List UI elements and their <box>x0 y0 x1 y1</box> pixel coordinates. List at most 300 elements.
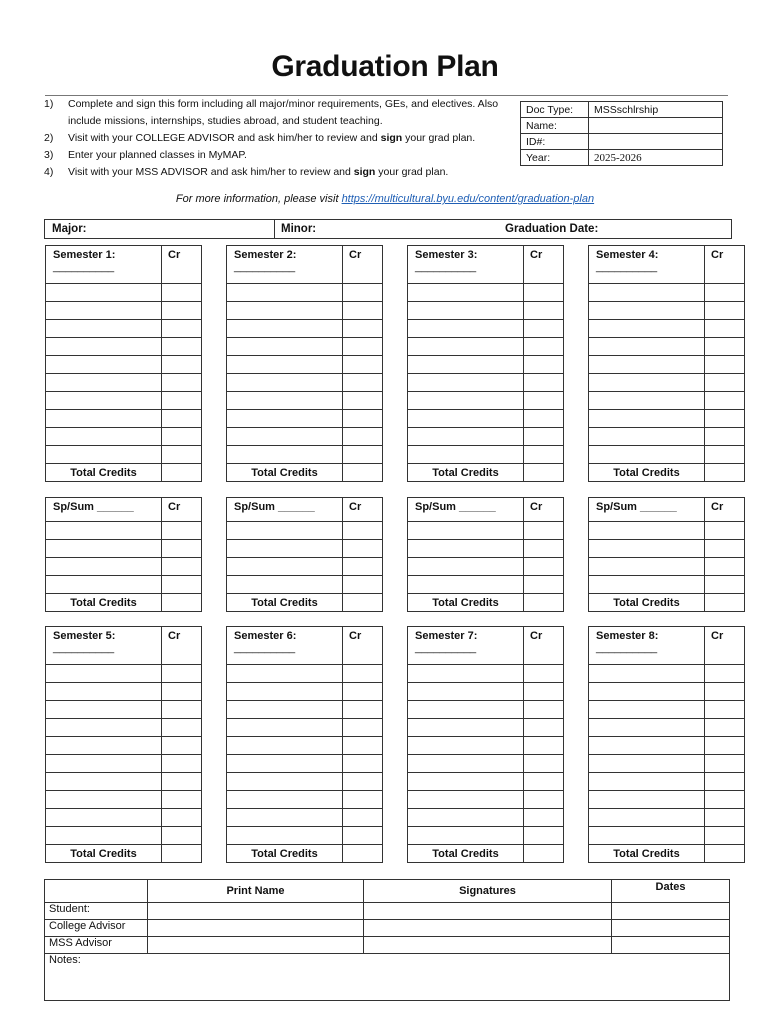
course-row <box>46 338 202 356</box>
credit-cell[interactable] <box>524 428 564 446</box>
credit-cell[interactable] <box>705 737 745 755</box>
course-cell[interactable] <box>408 701 524 719</box>
course-cell[interactable] <box>589 558 705 576</box>
credit-cell[interactable] <box>162 576 202 594</box>
credit-cell[interactable] <box>705 791 745 809</box>
credit-cell[interactable] <box>162 446 202 464</box>
course-row <box>46 428 202 446</box>
course-cell[interactable] <box>589 576 705 594</box>
spsum-table <box>407 497 564 612</box>
course-row <box>408 302 564 320</box>
credit-cell[interactable] <box>705 374 745 392</box>
course-row <box>408 827 564 845</box>
credit-cell[interactable] <box>162 338 202 356</box>
course-row <box>408 392 564 410</box>
course-row <box>227 284 383 302</box>
graduation-date-field[interactable]: Graduation Date: <box>505 223 599 235</box>
course-cell[interactable] <box>408 356 524 374</box>
date-cell[interactable] <box>612 920 730 937</box>
course-cell[interactable] <box>46 428 162 446</box>
semester-table <box>226 245 383 482</box>
course-row <box>46 665 202 683</box>
credit-cell[interactable] <box>343 338 383 356</box>
year-field[interactable]: 2025-2026 <box>589 150 723 166</box>
semester-blank[interactable]: __________ <box>53 261 115 273</box>
credits-header: Cr <box>343 627 383 665</box>
credit-cell[interactable] <box>705 356 745 374</box>
course-cell[interactable] <box>227 755 343 773</box>
course-cell[interactable] <box>589 540 705 558</box>
credit-cell[interactable] <box>162 302 202 320</box>
course-cell[interactable] <box>589 809 705 827</box>
instruction-number: 3) <box>44 149 54 161</box>
document-info-box <box>520 101 723 166</box>
course-row <box>46 356 202 374</box>
course-cell[interactable] <box>227 719 343 737</box>
course-cell[interactable] <box>227 791 343 809</box>
print-name-cell[interactable] <box>148 937 364 954</box>
course-cell[interactable] <box>46 576 162 594</box>
total-credits-cell[interactable] <box>524 845 564 863</box>
course-row <box>46 392 202 410</box>
credit-cell[interactable] <box>162 791 202 809</box>
credit-cell[interactable] <box>162 558 202 576</box>
course-cell[interactable] <box>589 302 705 320</box>
course-cell[interactable] <box>408 374 524 392</box>
credit-cell[interactable] <box>343 809 383 827</box>
course-row <box>589 719 745 737</box>
total-credits-cell[interactable] <box>162 845 202 863</box>
credit-cell[interactable] <box>705 540 745 558</box>
course-cell[interactable] <box>227 320 343 338</box>
course-cell[interactable] <box>227 410 343 428</box>
course-row <box>408 410 564 428</box>
total-credits-cell[interactable] <box>524 594 564 612</box>
credit-cell[interactable] <box>162 755 202 773</box>
course-cell[interactable] <box>589 338 705 356</box>
course-cell[interactable] <box>227 392 343 410</box>
credit-cell[interactable] <box>162 701 202 719</box>
credit-cell[interactable] <box>162 410 202 428</box>
course-cell[interactable] <box>46 665 162 683</box>
total-credits-cell[interactable] <box>162 464 202 482</box>
credit-cell[interactable] <box>343 374 383 392</box>
credit-cell[interactable] <box>162 737 202 755</box>
total-credits-cell[interactable] <box>705 845 745 863</box>
credit-cell[interactable] <box>162 392 202 410</box>
course-cell[interactable] <box>408 446 524 464</box>
course-cell[interactable] <box>408 284 524 302</box>
course-cell[interactable] <box>408 392 524 410</box>
course-cell[interactable] <box>46 522 162 540</box>
instruction-emphasis: sign <box>380 132 403 144</box>
instruction-item <box>44 164 514 181</box>
credit-cell[interactable] <box>343 356 383 374</box>
minor-field[interactable]: Minor: <box>281 223 317 235</box>
semester-blank[interactable]: __________ <box>234 261 296 273</box>
credit-cell[interactable] <box>705 719 745 737</box>
semester-blank[interactable]: __________ <box>53 642 115 654</box>
credit-cell[interactable] <box>343 719 383 737</box>
credit-cell[interactable] <box>343 522 383 540</box>
course-cell[interactable] <box>227 701 343 719</box>
course-row <box>46 302 202 320</box>
course-cell[interactable] <box>408 410 524 428</box>
semester-table <box>226 626 383 863</box>
course-cell[interactable] <box>408 558 524 576</box>
credit-cell[interactable] <box>524 827 564 845</box>
semester-label: Semester 5: <box>53 630 116 642</box>
course-cell[interactable] <box>46 410 162 428</box>
course-cell[interactable] <box>589 665 705 683</box>
credit-cell[interactable] <box>524 522 564 540</box>
course-cell[interactable] <box>408 755 524 773</box>
credit-cell[interactable] <box>162 827 202 845</box>
course-cell[interactable] <box>46 719 162 737</box>
name-field[interactable] <box>589 118 723 134</box>
course-row <box>589 356 745 374</box>
credit-cell[interactable] <box>705 683 745 701</box>
semester-header <box>408 627 524 665</box>
course-cell[interactable] <box>227 576 343 594</box>
credit-cell[interactable] <box>705 665 745 683</box>
spsum-table <box>226 497 383 612</box>
course-row <box>46 374 202 392</box>
course-cell[interactable] <box>46 446 162 464</box>
credit-cell[interactable] <box>524 755 564 773</box>
course-cell[interactable] <box>227 356 343 374</box>
credit-cell[interactable] <box>343 737 383 755</box>
credit-cell[interactable] <box>162 284 202 302</box>
credit-cell[interactable] <box>162 428 202 446</box>
course-cell[interactable] <box>46 392 162 410</box>
date-cell[interactable] <box>612 903 730 920</box>
course-cell[interactable] <box>227 428 343 446</box>
semester-label: Semester 4: <box>596 249 659 261</box>
credit-cell[interactable] <box>705 755 745 773</box>
course-cell[interactable] <box>46 540 162 558</box>
course-cell[interactable] <box>46 683 162 701</box>
course-cell[interactable] <box>227 683 343 701</box>
course-row <box>408 356 564 374</box>
total-credits-label: Total Credits <box>408 845 524 863</box>
course-cell[interactable] <box>408 737 524 755</box>
course-cell[interactable] <box>408 302 524 320</box>
semester-label: Semester 7: <box>415 630 478 642</box>
course-cell[interactable] <box>408 428 524 446</box>
print-name-cell[interactable] <box>148 920 364 937</box>
semester-blank[interactable]: __________ <box>415 261 477 273</box>
course-cell[interactable] <box>46 827 162 845</box>
course-cell[interactable] <box>46 701 162 719</box>
course-row <box>408 683 564 701</box>
credit-cell[interactable] <box>162 356 202 374</box>
course-row <box>46 558 202 576</box>
semester-blank[interactable]: __________ <box>596 261 658 273</box>
credit-cell[interactable] <box>343 392 383 410</box>
credits-header: Cr <box>524 246 564 284</box>
course-cell[interactable] <box>46 374 162 392</box>
course-cell[interactable] <box>408 576 524 594</box>
course-cell[interactable] <box>589 320 705 338</box>
course-cell[interactable] <box>227 302 343 320</box>
course-cell[interactable] <box>46 755 162 773</box>
course-cell[interactable] <box>227 446 343 464</box>
credit-cell[interactable] <box>162 320 202 338</box>
course-cell[interactable] <box>589 791 705 809</box>
course-cell[interactable] <box>589 428 705 446</box>
spsum-blank[interactable]: ______ <box>459 501 496 513</box>
credit-cell[interactable] <box>705 809 745 827</box>
course-row <box>408 446 564 464</box>
credit-cell[interactable] <box>705 284 745 302</box>
total-credits-label: Total Credits <box>408 464 524 482</box>
credit-cell[interactable] <box>343 827 383 845</box>
course-cell[interactable] <box>589 284 705 302</box>
total-credits-label: Total Credits <box>589 594 705 612</box>
signature-cell[interactable] <box>364 937 612 954</box>
course-cell[interactable] <box>408 809 524 827</box>
credit-cell[interactable] <box>524 791 564 809</box>
semester-blank[interactable]: __________ <box>415 642 477 654</box>
course-cell[interactable] <box>46 737 162 755</box>
credit-cell[interactable] <box>343 540 383 558</box>
course-row <box>46 410 202 428</box>
credit-cell[interactable] <box>162 683 202 701</box>
credit-cell[interactable] <box>343 558 383 576</box>
credit-cell[interactable] <box>524 356 564 374</box>
credit-cell[interactable] <box>343 791 383 809</box>
credit-cell[interactable] <box>162 773 202 791</box>
credit-cell[interactable] <box>705 302 745 320</box>
credit-cell[interactable] <box>343 320 383 338</box>
credit-cell[interactable] <box>705 392 745 410</box>
credit-cell[interactable] <box>162 719 202 737</box>
credit-cell[interactable] <box>162 540 202 558</box>
course-cell[interactable] <box>589 773 705 791</box>
credit-cell[interactable] <box>524 320 564 338</box>
credit-cell[interactable] <box>524 683 564 701</box>
course-cell[interactable] <box>227 827 343 845</box>
course-cell[interactable] <box>408 320 524 338</box>
credit-cell[interactable] <box>705 827 745 845</box>
course-cell[interactable] <box>227 284 343 302</box>
semester-table <box>588 626 745 863</box>
credit-cell[interactable] <box>705 558 745 576</box>
credit-cell[interactable] <box>705 773 745 791</box>
course-cell[interactable] <box>227 665 343 683</box>
course-row <box>589 446 745 464</box>
course-row <box>46 701 202 719</box>
course-cell[interactable] <box>46 284 162 302</box>
signature-cell[interactable] <box>364 920 612 937</box>
credit-cell[interactable] <box>524 737 564 755</box>
course-row <box>227 338 383 356</box>
credit-cell[interactable] <box>162 374 202 392</box>
credit-cell[interactable] <box>524 338 564 356</box>
course-cell[interactable] <box>589 446 705 464</box>
credit-cell[interactable] <box>524 576 564 594</box>
total-credits-cell[interactable] <box>162 594 202 612</box>
credit-cell[interactable] <box>705 701 745 719</box>
credit-cell[interactable] <box>524 446 564 464</box>
course-row <box>227 410 383 428</box>
credit-cell[interactable] <box>705 410 745 428</box>
semester-table <box>588 245 745 482</box>
spsum-table <box>588 497 745 612</box>
course-cell[interactable] <box>227 809 343 827</box>
credit-cell[interactable] <box>705 428 745 446</box>
course-cell[interactable] <box>408 665 524 683</box>
course-row <box>408 665 564 683</box>
course-cell[interactable] <box>227 522 343 540</box>
course-cell[interactable] <box>408 338 524 356</box>
course-cell[interactable] <box>408 719 524 737</box>
course-cell[interactable] <box>46 809 162 827</box>
course-cell[interactable] <box>46 791 162 809</box>
credit-cell[interactable] <box>524 302 564 320</box>
credit-cell[interactable] <box>524 410 564 428</box>
signature-table <box>44 879 730 1001</box>
course-cell[interactable] <box>589 374 705 392</box>
course-row <box>227 719 383 737</box>
credit-cell[interactable] <box>343 665 383 683</box>
course-row <box>46 809 202 827</box>
course-cell[interactable] <box>408 827 524 845</box>
credit-cell[interactable] <box>705 576 745 594</box>
credit-cell[interactable] <box>524 809 564 827</box>
credit-cell[interactable] <box>343 576 383 594</box>
info-link[interactable]: https://multicultural.byu.edu/content/graduation-plan <box>341 193 595 205</box>
credit-cell[interactable] <box>162 665 202 683</box>
total-credits-cell[interactable] <box>705 464 745 482</box>
credit-cell[interactable] <box>343 755 383 773</box>
print-name-cell[interactable] <box>148 903 364 920</box>
course-row <box>589 773 745 791</box>
course-cell[interactable] <box>46 302 162 320</box>
credit-cell[interactable] <box>705 338 745 356</box>
id-field[interactable] <box>589 134 723 150</box>
total-credits-cell[interactable] <box>343 845 383 863</box>
credit-cell[interactable] <box>162 522 202 540</box>
sig-header-dates: Dates <box>612 880 730 903</box>
course-cell[interactable] <box>589 755 705 773</box>
spsum-blank[interactable]: ______ <box>640 501 677 513</box>
course-cell[interactable] <box>589 410 705 428</box>
date-cell[interactable] <box>612 937 730 954</box>
total-credits-cell[interactable] <box>343 594 383 612</box>
spsum-blank[interactable]: ______ <box>97 501 134 513</box>
semester-blank[interactable]: __________ <box>596 642 658 654</box>
instructions-list <box>44 96 514 181</box>
credit-cell[interactable] <box>343 773 383 791</box>
credit-cell[interactable] <box>705 320 745 338</box>
course-cell[interactable] <box>227 773 343 791</box>
course-cell[interactable] <box>227 737 343 755</box>
course-row <box>589 320 745 338</box>
course-row <box>227 755 383 773</box>
credits-header: Cr <box>343 498 383 522</box>
course-cell[interactable] <box>227 540 343 558</box>
credit-cell[interactable] <box>524 665 564 683</box>
credit-cell[interactable] <box>524 773 564 791</box>
notes-field[interactable]: Notes: <box>45 954 730 1001</box>
instruction-item <box>44 96 514 130</box>
course-cell[interactable] <box>589 719 705 737</box>
spsum-blank[interactable]: ______ <box>278 501 315 513</box>
name-label: Name: <box>521 118 589 134</box>
credit-cell[interactable] <box>524 374 564 392</box>
credit-cell[interactable] <box>343 683 383 701</box>
course-row <box>589 428 745 446</box>
credit-cell[interactable] <box>343 446 383 464</box>
credits-header: Cr <box>705 627 745 665</box>
course-row <box>227 737 383 755</box>
course-cell[interactable] <box>589 356 705 374</box>
credit-cell[interactable] <box>343 701 383 719</box>
course-cell[interactable] <box>589 522 705 540</box>
total-credits-cell[interactable] <box>343 464 383 482</box>
course-cell[interactable] <box>408 773 524 791</box>
total-credits-cell[interactable] <box>705 594 745 612</box>
credit-cell[interactable] <box>343 302 383 320</box>
semester-label: Semester 1: <box>53 249 116 261</box>
credit-cell[interactable] <box>524 558 564 576</box>
credit-cell[interactable] <box>524 284 564 302</box>
course-cell[interactable] <box>227 338 343 356</box>
course-cell[interactable] <box>46 356 162 374</box>
doc-type-value[interactable]: MSSschlrship <box>589 102 723 118</box>
semester-table <box>45 245 202 482</box>
signature-cell[interactable] <box>364 903 612 920</box>
course-cell[interactable] <box>227 374 343 392</box>
course-cell[interactable] <box>408 540 524 558</box>
course-cell[interactable] <box>589 827 705 845</box>
credit-cell[interactable] <box>343 284 383 302</box>
credit-cell[interactable] <box>343 410 383 428</box>
semester-table <box>407 245 564 482</box>
course-cell[interactable] <box>589 392 705 410</box>
credit-cell[interactable] <box>705 522 745 540</box>
credits-header: Cr <box>343 246 383 284</box>
credit-cell[interactable] <box>524 719 564 737</box>
course-cell[interactable] <box>408 522 524 540</box>
course-cell[interactable] <box>589 701 705 719</box>
credit-cell[interactable] <box>524 701 564 719</box>
course-cell[interactable] <box>589 683 705 701</box>
course-cell[interactable] <box>408 683 524 701</box>
doc-type-label: Doc Type: <box>521 102 589 118</box>
semester-blank[interactable]: __________ <box>234 642 296 654</box>
course-row <box>408 737 564 755</box>
credits-header: Cr <box>162 246 202 284</box>
course-cell[interactable] <box>408 791 524 809</box>
credit-cell[interactable] <box>524 392 564 410</box>
course-cell[interactable] <box>46 558 162 576</box>
course-cell[interactable] <box>46 320 162 338</box>
course-cell[interactable] <box>589 737 705 755</box>
total-credits-cell[interactable] <box>524 464 564 482</box>
credit-cell[interactable] <box>705 446 745 464</box>
course-cell[interactable] <box>46 338 162 356</box>
course-row <box>408 284 564 302</box>
major-field[interactable]: Major: <box>45 220 275 238</box>
course-cell[interactable] <box>46 773 162 791</box>
credit-cell[interactable] <box>162 809 202 827</box>
course-cell[interactable] <box>227 558 343 576</box>
credit-cell[interactable] <box>524 540 564 558</box>
credit-cell[interactable] <box>343 428 383 446</box>
